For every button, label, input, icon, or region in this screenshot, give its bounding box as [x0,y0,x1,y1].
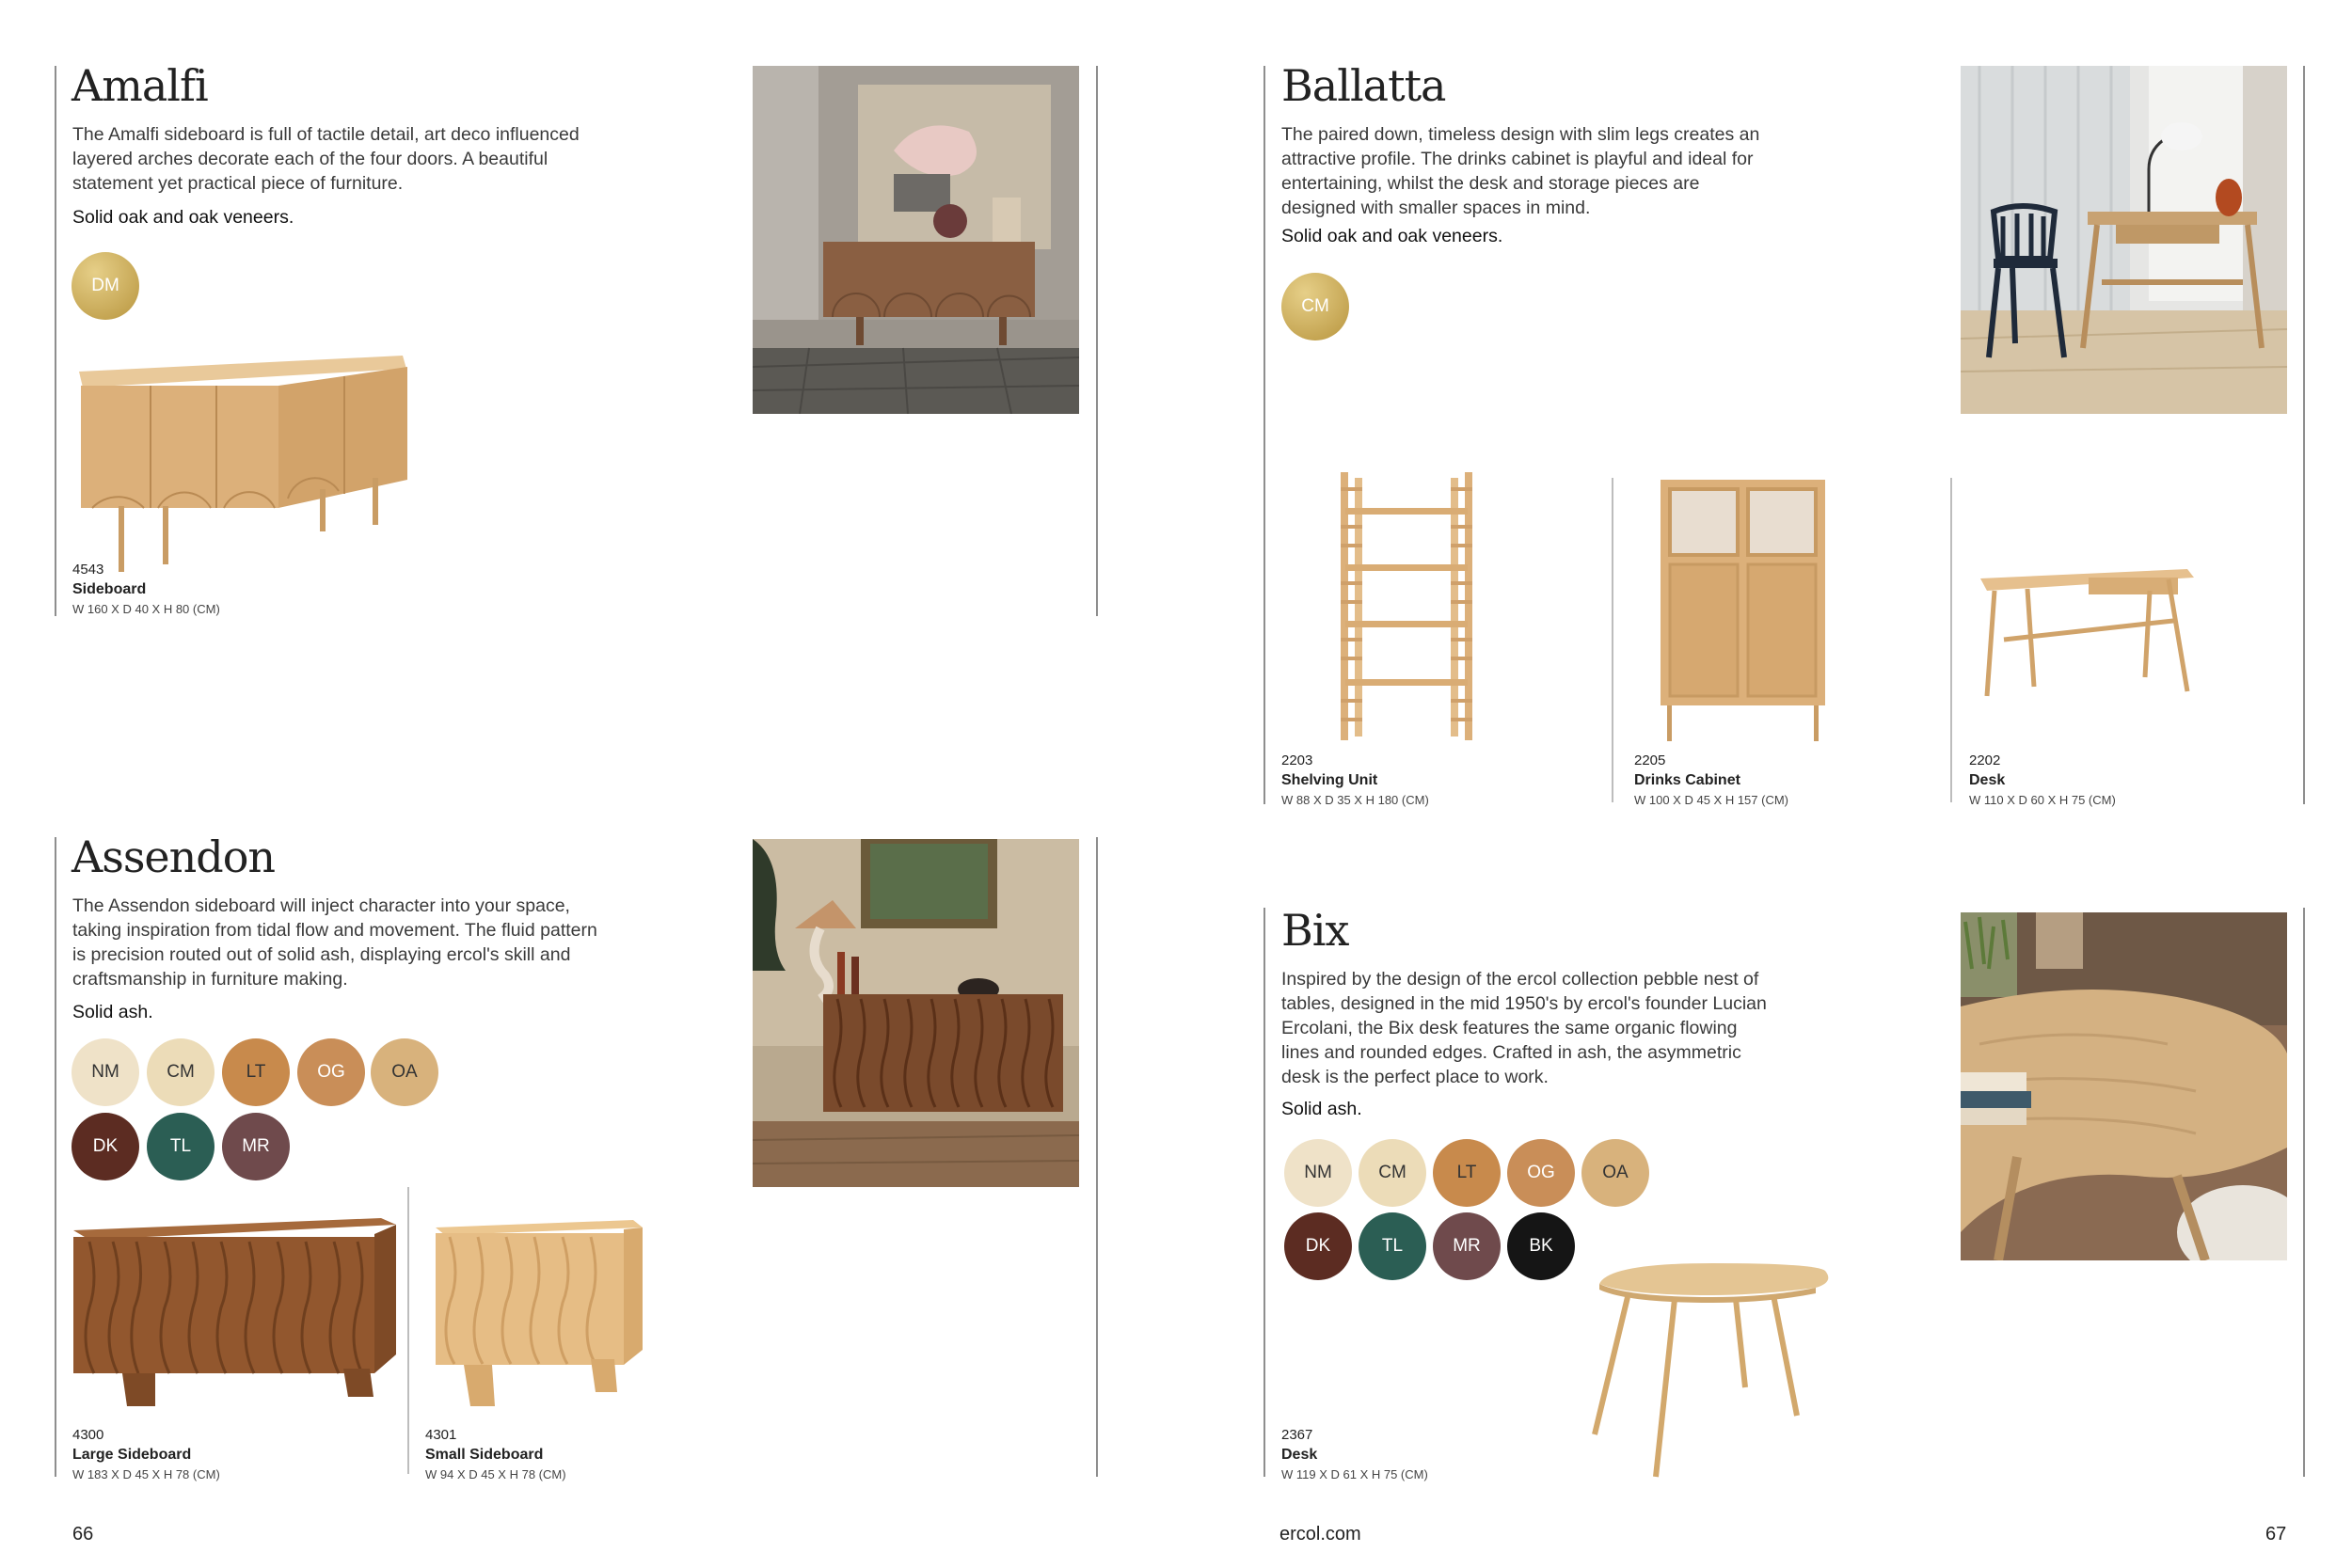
swatch-cm[interactable]: CM [1281,273,1349,341]
section-divider [1263,66,1265,804]
section-divider [55,837,56,1477]
ballatta-product-2203: 2203 Shelving Unit W 88 X D 35 X H 180 (CM) [1281,752,1429,807]
assendon-product-4300: 4300 Large Sideboard W 183 X D 45 X H 78 (CM) [72,1427,220,1481]
swatch-dm[interactable]: DM [72,252,139,320]
amalfi-product-4543: 4543 Sideboard W 160 X D 40 X H 80 (CM) [72,562,220,616]
section-divider [1263,908,1265,1477]
swatch-tl[interactable]: TL [1359,1212,1426,1280]
amalfi-lifestyle-photo [753,66,1079,414]
ballatta-product-2202: 2202 Desk W 110 X D 60 X H 75 (CM) [1969,752,2116,807]
swatch-lt[interactable]: LT [1433,1139,1501,1207]
swatch-lt[interactable]: LT [222,1038,290,1106]
amalfi-material: Solid oak and oak veneers. [72,207,294,228]
bix-lifestyle-photo [1961,912,2287,1260]
swatch-bk[interactable]: BK [1507,1212,1575,1280]
swatch-oa[interactable]: OA [371,1038,438,1106]
ballatta-title: Ballatta [1281,60,1446,111]
assendon-title: Assendon [72,832,276,882]
ballatta-description: The paired down, timeless design with slim legs creates an attractive profile. The drinks cabinet is playful and ideal for entertaining, whilst the desk and storage pieces are designed with smaller spaces in mind. [1281,124,1760,218]
ballatta-material: Solid oak and oak veneers. [1281,226,1503,246]
swatch-og[interactable]: OG [1507,1139,1575,1207]
product-divider [407,1187,409,1474]
bix-product-2367: 2367 Desk W 119 X D 61 X H 75 (CM) [1281,1427,1428,1481]
swatch-dk[interactable]: DK [1284,1212,1352,1280]
assendon-large-sideboard-image [71,1213,400,1411]
product-divider [1612,478,1613,802]
page-number-left: 66 [72,1524,94,1544]
swatch-nm[interactable]: NM [72,1038,139,1106]
swatch-cm[interactable]: CM [147,1038,215,1106]
swatch-tl[interactable]: TL [147,1113,215,1180]
ballatta-product-2205: 2205 Drinks Cabinet W 100 X D 45 X H 157 (CM) [1634,752,1788,807]
swatch-mr[interactable]: MR [222,1113,290,1180]
swatch-nm[interactable]: NM [1284,1139,1352,1207]
site-url[interactable]: ercol.com [1279,1524,1361,1544]
bix-description: Inspired by the design of the ercol collection pebble nest of tables, designed in the mid 1950's by ercol's founder Lucian Ercolani, the Bix desk features the same organic flowing lines and rounded edges. Crafted in ash, the asymmetric desk is the perfect place to work. [1281,969,1767,1087]
section-divider [2303,66,2305,804]
assendon-product-4301: 4301 Small Sideboard W 94 X D 45 X H 78 (CM) [425,1427,566,1481]
section-divider [55,66,56,616]
section-divider [1096,837,1098,1477]
assendon-small-sideboard-image [431,1218,647,1416]
assendon-lifestyle-photo [753,839,1079,1187]
assendon-material: Solid ash. [72,1002,153,1022]
swatch-mr[interactable]: MR [1433,1212,1501,1280]
section-divider [2303,908,2305,1477]
swatch-og[interactable]: OG [297,1038,365,1106]
section-divider [1096,66,1098,616]
bix-title: Bix [1281,905,1349,956]
product-divider [1950,478,1952,802]
page-number-right: 67 [2265,1524,2287,1544]
amalfi-title: Amalfi [72,60,208,111]
ballatta-desk-image [1976,564,2197,705]
amalfi-description: The Amalfi sideboard is full of tactile detail, art deco influenced layered arches decorate each of the four doors. A beautiful statement yet practical piece of furniture. [72,124,580,194]
ballatta-shelving-unit-image [1336,470,1477,743]
swatch-dk[interactable]: DK [72,1113,139,1180]
bix-material: Solid ash. [1281,1099,1362,1119]
ballatta-lifestyle-photo [1961,66,2287,414]
bix-desk-image [1585,1256,1839,1481]
swatch-cm[interactable]: CM [1359,1139,1426,1207]
assendon-description: The Assendon sideboard will inject character into your space, taking inspiration from tidal flow and movement. The fluid pattern is precision routed out of solid ash, displaying ercol's skill and craftsmanship in furniture making. [72,895,597,990]
swatch-oa[interactable]: OA [1581,1139,1649,1207]
amalfi-sideboard-image [73,348,412,574]
ballatta-drinks-cabinet-image [1656,475,1830,743]
